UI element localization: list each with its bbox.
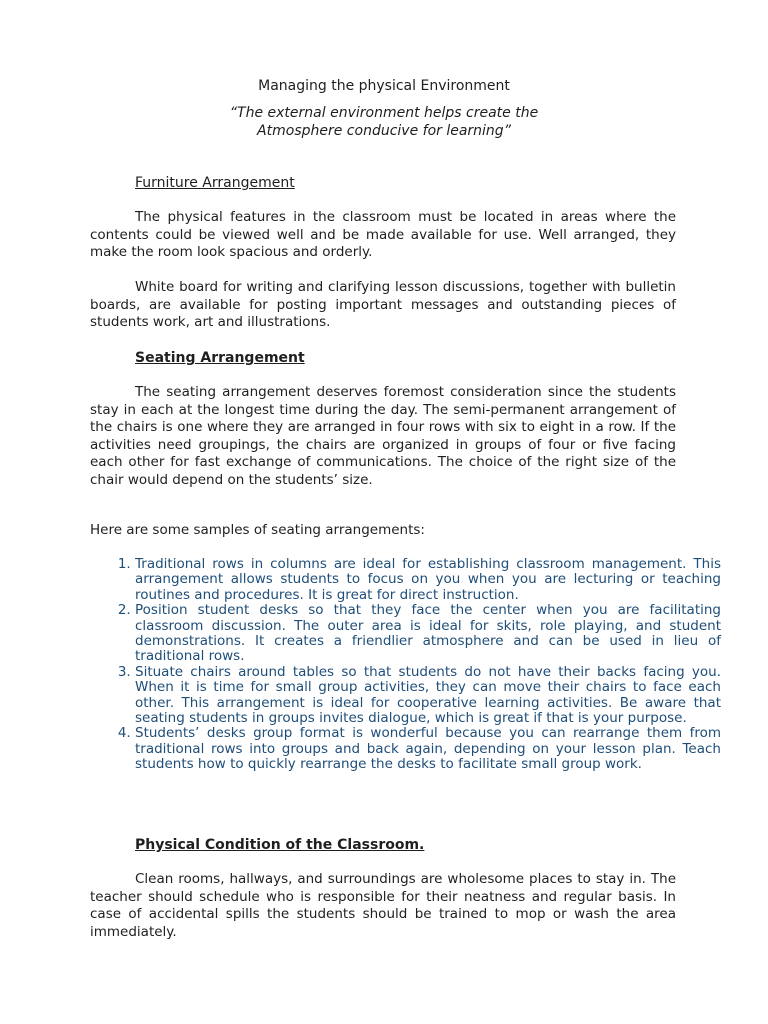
paragraph-furniture-2: White board for writing and clarifying lesson discussions, together with bulletin boards, are available for posting important messages and outstanding pieces of students work, art and illustrations. [90, 279, 676, 330]
paragraph-condition-1: Clean rooms, hallways, and surroundings are wholesome places to stay in. The teacher should schedule who is responsible for their neatness and regular basis. In case of accidental spills the students should be trained to mop or wash the area immediately. [90, 871, 676, 940]
heading-condition: Physical Condition of the Classroom. [135, 837, 425, 853]
quote-line-2: Atmosphere conducive for learning” [257, 123, 511, 139]
list-item: 1. Traditional rows in columns are ideal for establishing classroom management. This arrangement allows students to focus on you when you are lecturing or teaching routines and procedures. It is great for direct instruction. [135, 557, 721, 603]
list-item: 2. Position student desks so that they face the center when you are facilitating classroom discussion. The outer area is ideal for skits, role playing, and student demonstrations. It creates a friendlier atmosphere and can be used in lieu of traditional rows. [135, 603, 721, 665]
paragraph-furniture-1: The physical features in the classroom must be located in areas where the contents could be viewed well and be made available for use. Well arranged, they make the room look spacious and orderly. [90, 209, 676, 260]
list-item: 4. Students’ desks group format is wonderful because you can rearrange them from traditional rows into groups and back again, depending on your lesson plan. Teach students how to quickly rearrange the desks to facilitate small group work. [135, 726, 721, 772]
document-quote [0, 104, 768, 140]
paragraph-seating-intro: Here are some samples of seating arrangements: [90, 522, 425, 538]
seating-samples-list [90, 557, 721, 773]
document-title: Managing the physical Environment [258, 78, 510, 94]
paragraph-seating-1: The seating arrangement deserves foremost consideration since the students stay in each at the longest time during the day. The semi-permanent arrangement of the chairs is one where they are arranged in four rows with six to eight in a row. If the activities need groupings, the chairs are organized in groups of four or five facing each other for fast exchange of communications. The choice of the right size of the chair would depend on the students’ size. [90, 384, 676, 488]
quote-line-1: “The external environment helps create the [229, 105, 539, 121]
heading-furniture: Furniture Arrangement [135, 175, 295, 191]
heading-seating: Seating Arrangement [135, 350, 305, 366]
list-item: 3. Situate chairs around tables so that students do not have their backs facing you. When it is time for small group activities, they can move their chairs to face each other. This arrangement is ideal for cooperative learning activities. Be aware that seating students in groups invites dialogue, which is great if that is your purpose. [135, 665, 721, 727]
